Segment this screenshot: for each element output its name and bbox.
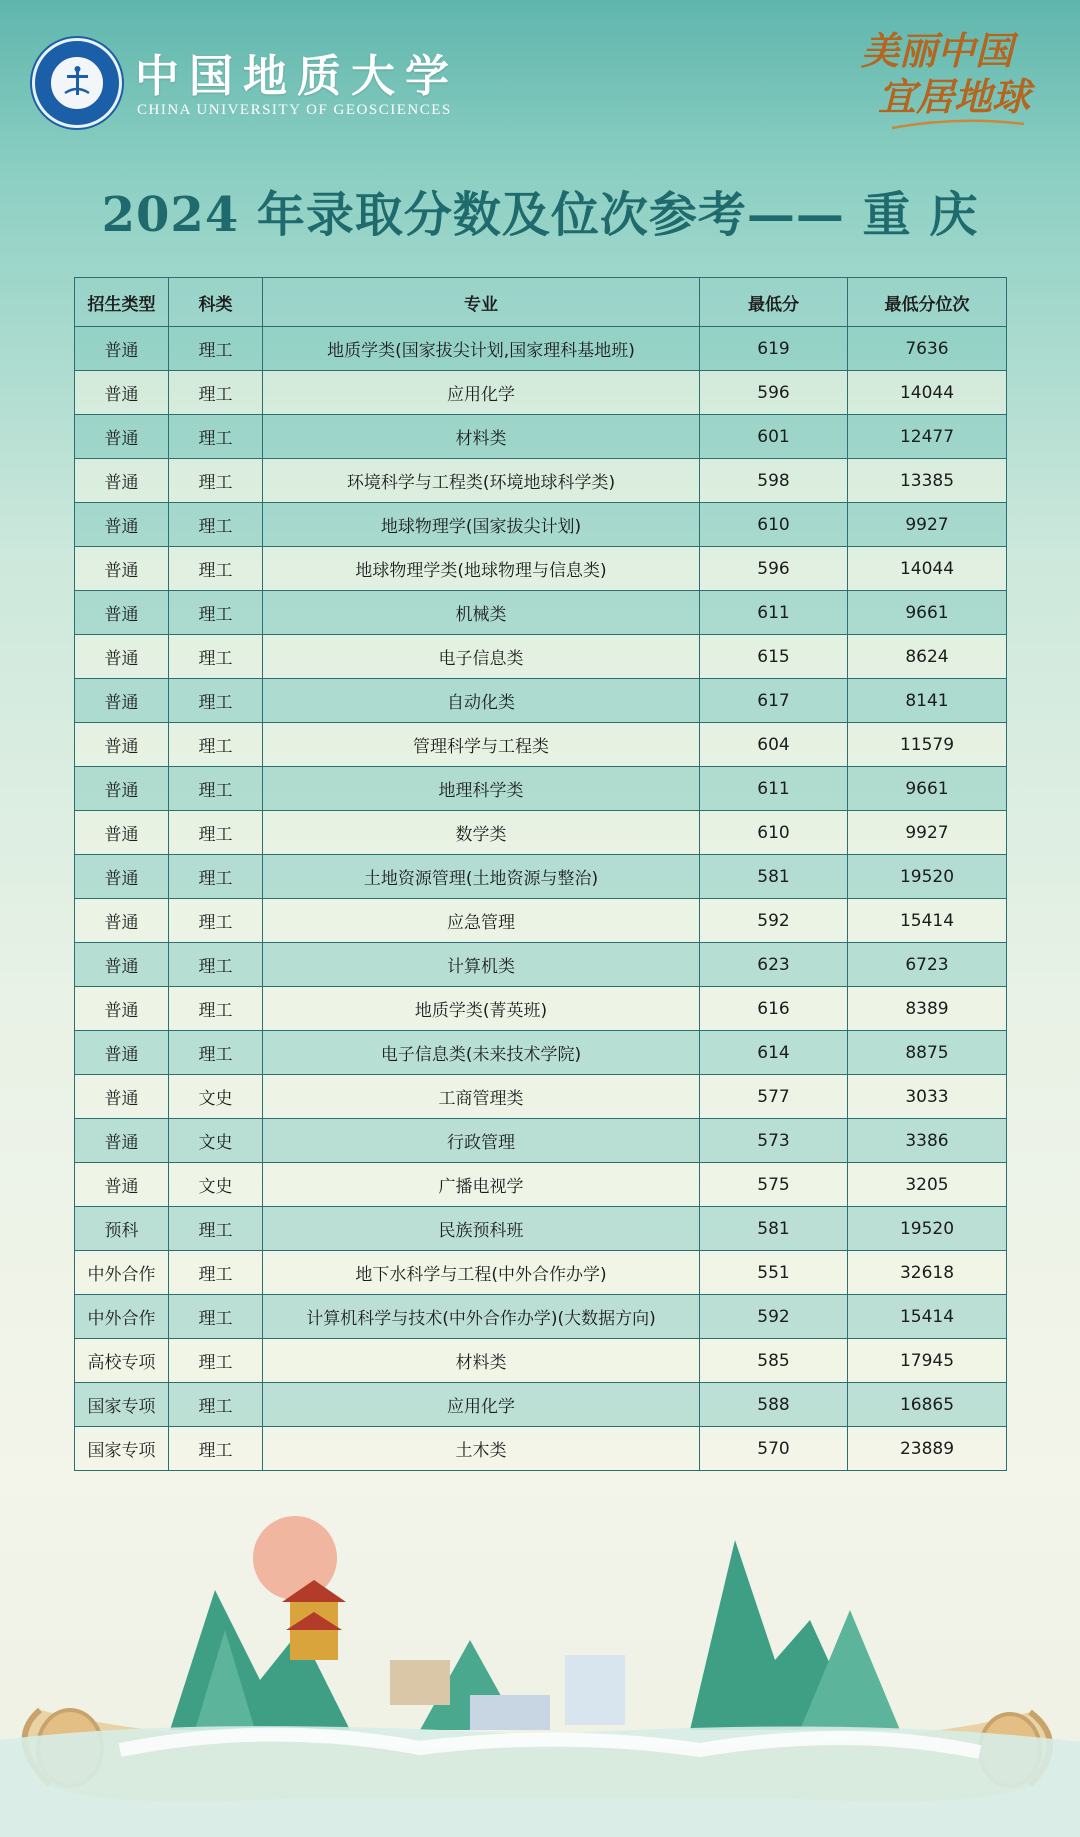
cell-min-score: 610	[700, 503, 848, 547]
cell-admission-type: 普通	[75, 767, 169, 811]
cell-admission-type: 普通	[75, 1119, 169, 1163]
cell-major: 电子信息类(未来技术学院)	[263, 1031, 700, 1075]
cell-min-rank: 8624	[848, 635, 1007, 679]
cell-major: 应用化学	[263, 371, 700, 415]
cell-major: 数学类	[263, 811, 700, 855]
cell-admission-type: 普通	[75, 987, 169, 1031]
table-row	[75, 371, 1007, 415]
cell-admission-type: 高校专项	[75, 1339, 169, 1383]
cell-major: 民族预科班	[263, 1207, 700, 1251]
cell-min-score: 596	[700, 547, 848, 591]
table-row	[75, 987, 1007, 1031]
cell-admission-type: 国家专项	[75, 1427, 169, 1471]
cell-min-score: 577	[700, 1075, 848, 1119]
cell-min-rank: 9927	[848, 811, 1007, 855]
table-row	[75, 1427, 1007, 1471]
cell-min-rank: 17945	[848, 1339, 1007, 1383]
cell-subject-category: 理工	[169, 635, 263, 679]
cell-subject-category: 理工	[169, 327, 263, 371]
table-row	[75, 723, 1007, 767]
cell-admission-type: 普通	[75, 899, 169, 943]
cell-major: 应用化学	[263, 1383, 700, 1427]
cell-min-rank: 6723	[848, 943, 1007, 987]
table-row	[75, 1251, 1007, 1295]
cell-major: 机械类	[263, 591, 700, 635]
header-min-score: 最低分	[700, 278, 848, 327]
cell-min-score: 551	[700, 1251, 848, 1295]
cell-subject-category: 理工	[169, 1031, 263, 1075]
cell-min-score: 623	[700, 943, 848, 987]
slogan-line-1: 美丽中国	[860, 28, 1013, 73]
cell-subject-category: 理工	[169, 503, 263, 547]
cell-subject-category: 理工	[169, 679, 263, 723]
cell-major: 土木类	[263, 1427, 700, 1471]
cell-admission-type: 普通	[75, 1031, 169, 1075]
cell-min-rank: 9661	[848, 591, 1007, 635]
table-row	[75, 1075, 1007, 1119]
cell-subject-category: 文史	[169, 1163, 263, 1207]
cell-admission-type: 普通	[75, 635, 169, 679]
cell-min-rank: 12477	[848, 415, 1007, 459]
cell-subject-category: 理工	[169, 1383, 263, 1427]
header-major: 专业	[263, 278, 700, 327]
table-row	[75, 1295, 1007, 1339]
cell-min-rank: 14044	[848, 547, 1007, 591]
cell-admission-type: 普通	[75, 459, 169, 503]
cell-min-rank: 9661	[848, 767, 1007, 811]
cell-major: 地球物理学类(地球物理与信息类)	[263, 547, 700, 591]
cell-admission-type: 普通	[75, 547, 169, 591]
table-row	[75, 855, 1007, 899]
cell-admission-type: 普通	[75, 503, 169, 547]
cell-subject-category: 理工	[169, 1427, 263, 1471]
cell-min-rank: 3205	[848, 1163, 1007, 1207]
table-row	[75, 591, 1007, 635]
cell-min-score: 581	[700, 855, 848, 899]
cell-min-rank: 9927	[848, 503, 1007, 547]
table-row	[75, 1383, 1007, 1427]
cell-admission-type: 普通	[75, 943, 169, 987]
cell-min-score: 615	[700, 635, 848, 679]
header-min-rank: 最低分位次	[848, 278, 1007, 327]
cell-min-rank: 8875	[848, 1031, 1007, 1075]
table-row	[75, 811, 1007, 855]
cell-subject-category: 理工	[169, 899, 263, 943]
cell-major: 地球物理学(国家拔尖计划)	[263, 503, 700, 547]
cell-major: 应急管理	[263, 899, 700, 943]
cell-subject-category: 理工	[169, 811, 263, 855]
page-title: 2024 年录取分数及位次参考—— 重 庆	[101, 187, 979, 243]
table-row	[75, 767, 1007, 811]
cell-admission-type: 普通	[75, 415, 169, 459]
cell-min-rank: 8141	[848, 679, 1007, 723]
cell-subject-category: 理工	[169, 723, 263, 767]
table-row	[75, 899, 1007, 943]
table-row	[75, 1119, 1007, 1163]
cell-major: 地下水科学与工程(中外合作办学)	[263, 1251, 700, 1295]
cell-subject-category: 理工	[169, 855, 263, 899]
cell-major: 计算机类	[263, 943, 700, 987]
cell-major: 工商管理类	[263, 1075, 700, 1119]
cell-min-score: 598	[700, 459, 848, 503]
brush-swoosh-decoration	[888, 118, 1028, 132]
cell-admission-type: 普通	[75, 1075, 169, 1119]
header-subject-category: 科类	[169, 278, 263, 327]
cell-major: 地质学类(菁英班)	[263, 987, 700, 1031]
cell-admission-type: 普通	[75, 371, 169, 415]
cell-min-score: 614	[700, 1031, 848, 1075]
cell-admission-type: 普通	[75, 679, 169, 723]
cell-major: 地质学类(国家拔尖计划,国家理科基地班)	[263, 327, 700, 371]
cell-min-score: 585	[700, 1339, 848, 1383]
table-row	[75, 1207, 1007, 1251]
cell-min-score: 575	[700, 1163, 848, 1207]
table-row	[75, 415, 1007, 459]
cell-major: 电子信息类	[263, 635, 700, 679]
slogan-line-2: 宜居地球	[877, 74, 1030, 119]
slogan	[842, 28, 1032, 120]
cell-min-score: 616	[700, 987, 848, 1031]
cell-min-rank: 7636	[848, 327, 1007, 371]
cell-min-rank: 14044	[848, 371, 1007, 415]
table-row	[75, 327, 1007, 371]
cell-min-score: 581	[700, 1207, 848, 1251]
cell-min-score: 592	[700, 899, 848, 943]
cell-subject-category: 文史	[169, 1119, 263, 1163]
cell-admission-type: 普通	[75, 723, 169, 767]
table-row	[75, 1163, 1007, 1207]
cell-subject-category: 理工	[169, 1295, 263, 1339]
cell-admission-type: 中外合作	[75, 1295, 169, 1339]
cell-admission-type: 普通	[75, 855, 169, 899]
cell-subject-category: 理工	[169, 415, 263, 459]
cell-min-score: 610	[700, 811, 848, 855]
cell-major: 广播电视学	[263, 1163, 700, 1207]
cell-min-rank: 15414	[848, 899, 1007, 943]
cell-admission-type: 预科	[75, 1207, 169, 1251]
cell-admission-type: 普通	[75, 811, 169, 855]
table-row	[75, 635, 1007, 679]
table-row	[75, 503, 1007, 547]
cell-major: 自动化类	[263, 679, 700, 723]
admission-score-table	[74, 277, 1007, 1471]
cell-admission-type: 国家专项	[75, 1383, 169, 1427]
table-row	[75, 459, 1007, 503]
cell-subject-category: 理工	[169, 1339, 263, 1383]
cell-min-score: 619	[700, 327, 848, 371]
table-row	[75, 943, 1007, 987]
cell-subject-category: 理工	[169, 591, 263, 635]
cell-min-score: 570	[700, 1427, 848, 1471]
cell-min-rank: 23889	[848, 1427, 1007, 1471]
cell-min-score: 573	[700, 1119, 848, 1163]
university-name-en: CHINA UNIVERSITY OF GEOSCIENCES	[137, 102, 452, 118]
cell-admission-type: 普通	[75, 327, 169, 371]
cell-major: 行政管理	[263, 1119, 700, 1163]
cell-min-rank: 32618	[848, 1251, 1007, 1295]
cell-major: 计算机科学与技术(中外合作办学)(大数据方向)	[263, 1295, 700, 1339]
cell-min-score: 604	[700, 723, 848, 767]
cell-admission-type: 普通	[75, 1163, 169, 1207]
cell-major: 材料类	[263, 1339, 700, 1383]
cell-admission-type: 中外合作	[75, 1251, 169, 1295]
cell-min-rank: 15414	[848, 1295, 1007, 1339]
cell-min-rank: 8389	[848, 987, 1007, 1031]
cell-min-rank: 13385	[848, 459, 1007, 503]
cell-subject-category: 理工	[169, 371, 263, 415]
header	[0, 0, 1080, 150]
cell-min-score: 611	[700, 591, 848, 635]
cell-min-rank: 19520	[848, 855, 1007, 899]
cell-admission-type: 普通	[75, 591, 169, 635]
cell-min-rank: 3033	[848, 1075, 1007, 1119]
cell-min-score: 617	[700, 679, 848, 723]
cell-min-rank: 19520	[848, 1207, 1007, 1251]
university-emblem	[32, 38, 122, 128]
cell-subject-category: 理工	[169, 943, 263, 987]
cell-subject-category: 理工	[169, 767, 263, 811]
cell-major: 土地资源管理(土地资源与整治)	[263, 855, 700, 899]
table-row	[75, 1031, 1007, 1075]
cell-min-score: 601	[700, 415, 848, 459]
cell-major: 材料类	[263, 415, 700, 459]
header-admission-type: 招生类型	[75, 278, 169, 327]
cell-min-rank: 3386	[848, 1119, 1007, 1163]
cell-min-score: 592	[700, 1295, 848, 1339]
cell-subject-category: 理工	[169, 1251, 263, 1295]
cell-subject-category: 理工	[169, 459, 263, 503]
table-row	[75, 547, 1007, 591]
cell-min-score: 611	[700, 767, 848, 811]
table-row	[75, 679, 1007, 723]
cell-subject-category: 理工	[169, 1207, 263, 1251]
cell-min-rank: 11579	[848, 723, 1007, 767]
university-name-cn: 中国地质大学	[135, 51, 459, 102]
cell-major: 管理科学与工程类	[263, 723, 700, 767]
table-row	[75, 1339, 1007, 1383]
cell-min-rank: 16865	[848, 1383, 1007, 1427]
cell-subject-category: 理工	[169, 987, 263, 1031]
landscape-scroll-illustration	[0, 1480, 1080, 1837]
cell-major: 环境科学与工程类(环境地球科学类)	[263, 459, 700, 503]
cell-subject-category: 文史	[169, 1075, 263, 1119]
cell-subject-category: 理工	[169, 547, 263, 591]
cell-min-score: 588	[700, 1383, 848, 1427]
cell-major: 地理科学类	[263, 767, 700, 811]
table-header-row	[75, 278, 1007, 327]
cell-min-score: 596	[700, 371, 848, 415]
